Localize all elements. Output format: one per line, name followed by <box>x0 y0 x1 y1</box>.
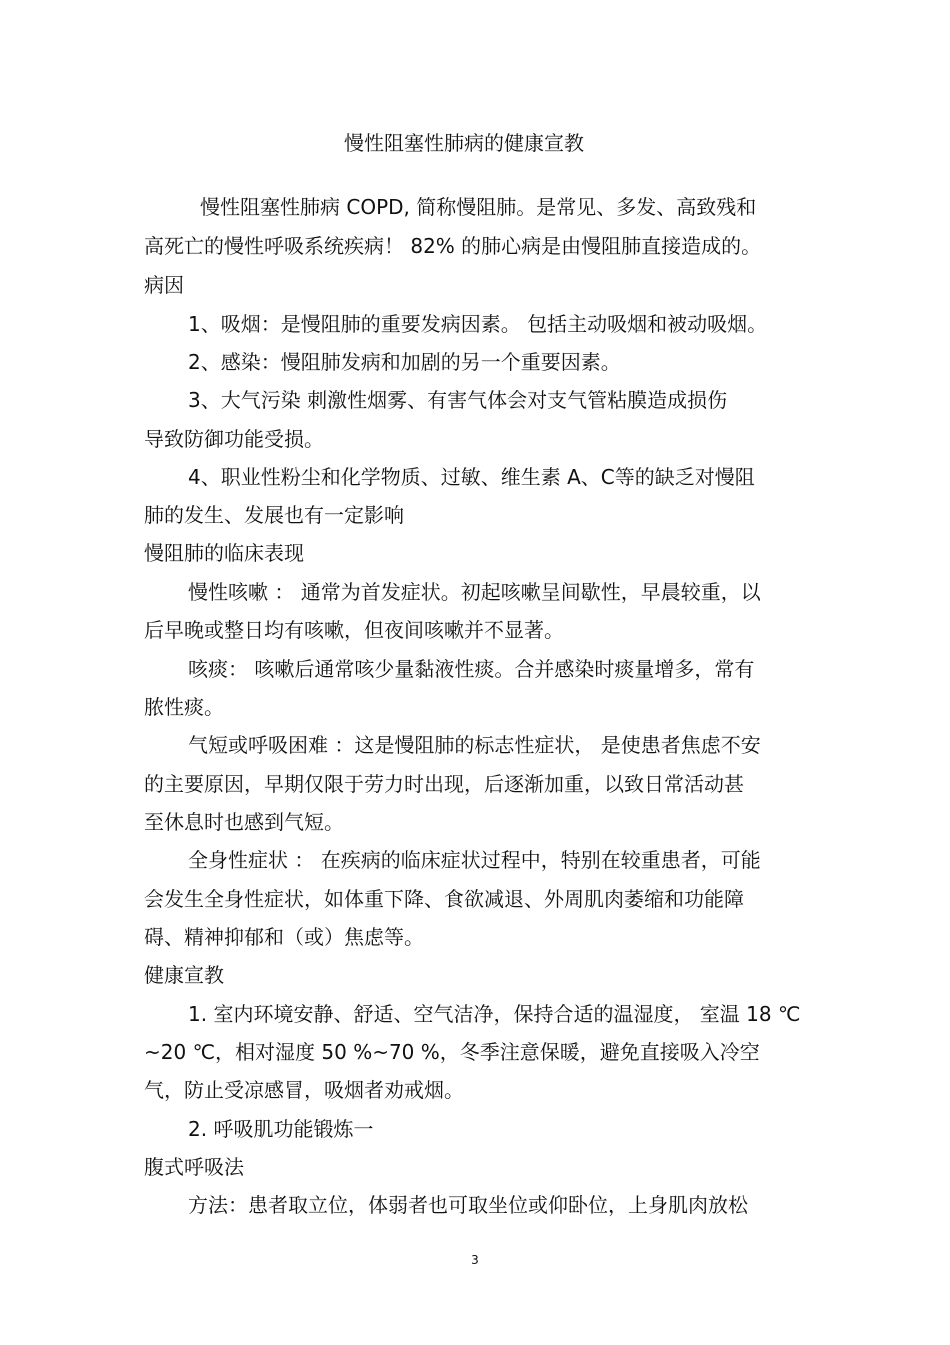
section-heading: 健康宣教 <box>144 963 224 987</box>
paragraph-line: 脓性痰。 <box>144 695 224 719</box>
paragraph-line: 3、大气污染 刺激性烟雾、有害气体会对支气管粘膜造成损伤 <box>188 388 728 412</box>
paragraph-line: 高死亡的慢性呼吸系统疾病！ 82% 的肺心病是由慢阻肺直接造成的。 <box>144 234 762 258</box>
paragraph-line: 肺的发生、发展也有一定影响 <box>144 503 404 527</box>
paragraph-line: 碍、精神抑郁和（或）焦虑等。 <box>144 925 424 949</box>
paragraph-line: 会发生全身性症状，如体重下降、食欲减退、外周肌肉萎缩和功能障 <box>144 887 744 911</box>
paragraph-line: 后早晚或整日均有咳嗽，但夜间咳嗽并不显著。 <box>144 618 564 642</box>
paragraph-line: 至休息时也感到气短。 <box>144 810 344 834</box>
paragraph-line: 慢性阻塞性肺病 COPD, 简称慢阻肺。是常见、多发、高致残和 <box>200 195 757 219</box>
paragraph-line: 全身性症状 ： 在疾病的临床症状过程中，特别在较重患者，可能 <box>188 848 761 872</box>
section-heading: 病因 <box>144 273 184 297</box>
paragraph-line: 2. 呼吸肌功能锻炼一 <box>188 1117 374 1141</box>
paragraph-line: 气，防止受凉感冒，吸烟者劝戒烟。 <box>144 1078 464 1102</box>
paragraph-line: 4、职业性粉尘和化学物质、过敏、维生素 A、C等的缺乏对慢阻 <box>188 465 755 489</box>
paragraph-line: 的主要原因，早期仅限于劳力时出现，后逐渐加重，以致日常活动甚 <box>144 772 744 796</box>
paragraph-line: 气短或呼吸困难 ：这是慢阻肺的标志性症状， 是使患者焦虑不安 <box>188 733 761 757</box>
paragraph-line: 1. 室内环境安静、舒适、空气洁净，保持合适的温湿度， 室温 18 ℃ <box>188 1002 801 1026</box>
paragraph-line: 1、吸烟：是慢阻肺的重要发病因素。 包括主动吸烟和被动吸烟。 <box>188 312 768 336</box>
paragraph-line: 2、感染：慢阻肺发病和加剧的另一个重要因素。 <box>188 350 621 374</box>
paragraph-line: 咳痰： 咳嗽后通常咳少量黏液性痰。合并感染时痰量增多，常有 <box>188 657 755 681</box>
page-number: 3 <box>471 1253 479 1267</box>
paragraph-line: ~20 ℃，相对湿度 50 %~70 %，冬季注意保暖，避免直接吸入冷空 <box>144 1040 760 1064</box>
paragraph-line: 导致防御功能受损。 <box>144 427 324 451</box>
paragraph-line: 慢性咳嗽 ： 通常为首发症状。初起咳嗽呈间歇性，早晨较重，以 <box>188 580 761 604</box>
section-heading: 慢阻肺的临床表现 <box>144 541 304 565</box>
section-heading: 腹式呼吸法 <box>144 1155 244 1179</box>
document-title: 慢性阻塞性肺病的健康宣教 <box>344 131 584 155</box>
paragraph-line: 方法：患者取立位，体弱者也可取坐位或仰卧位，上身肌肉放松 <box>188 1193 748 1217</box>
